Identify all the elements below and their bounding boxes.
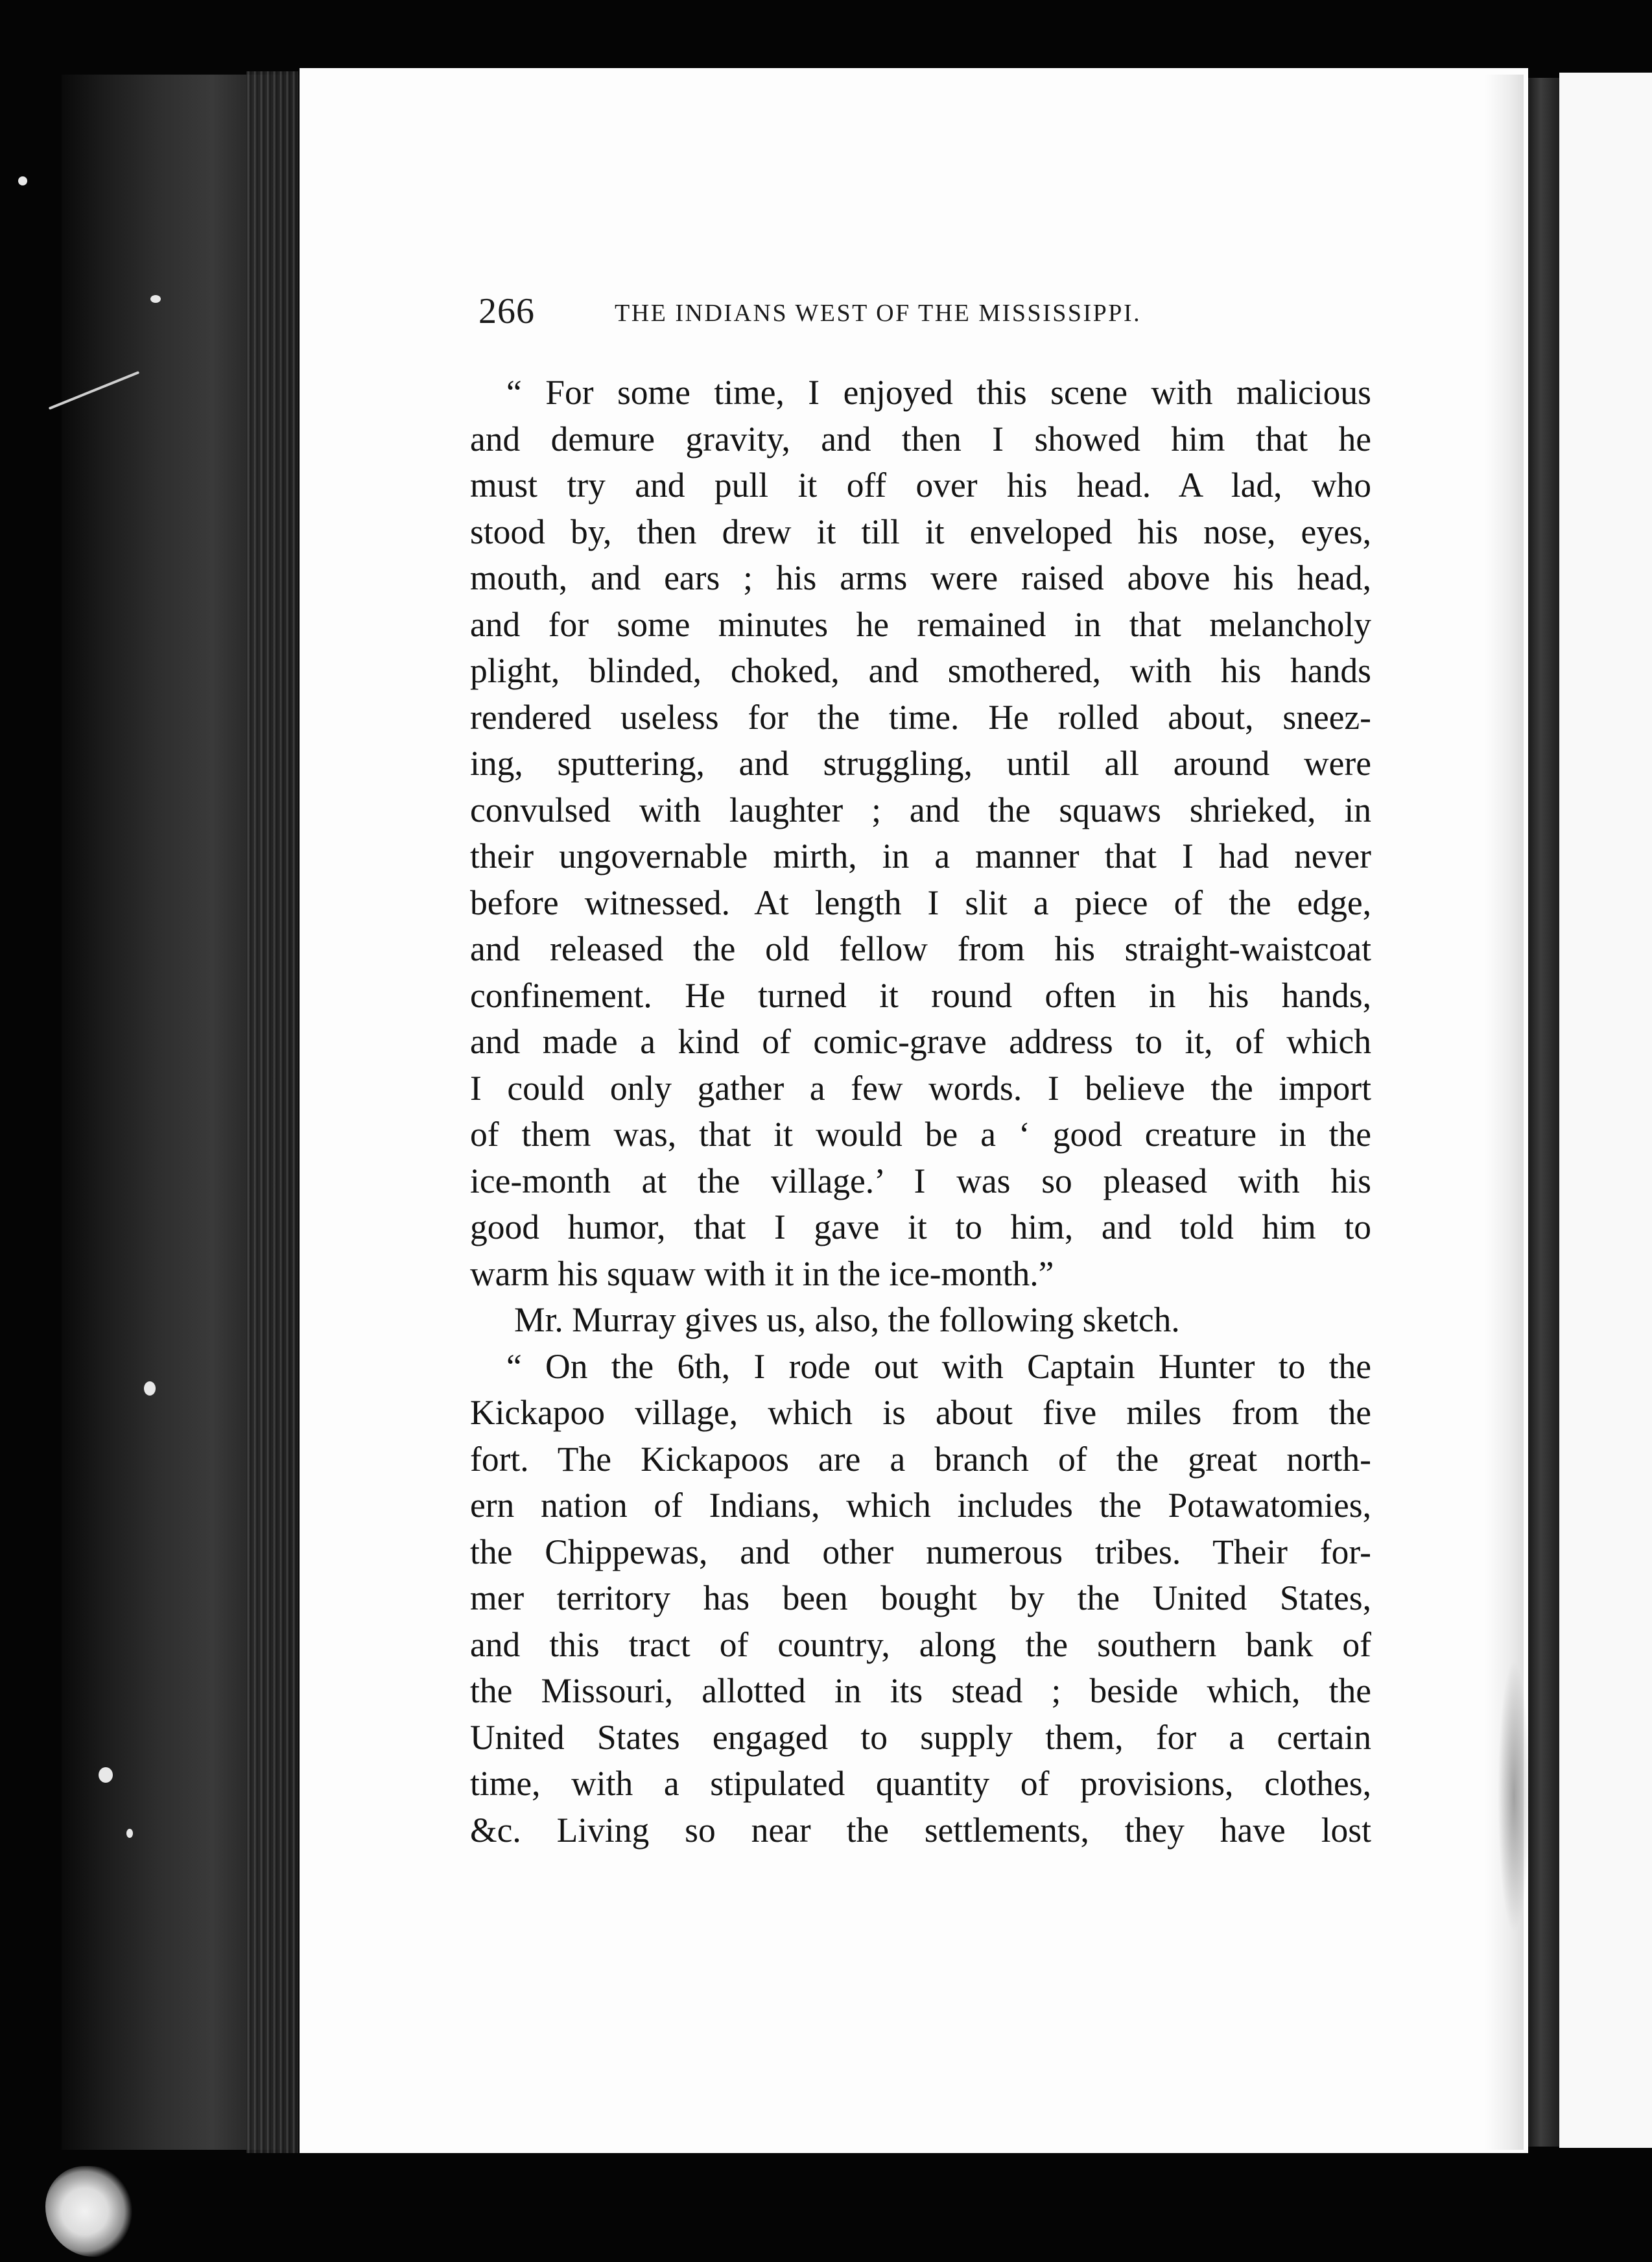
facing-page-edge [1559,73,1652,2148]
scan-blot [45,2166,133,2257]
text-line: “ On the 6th, I rode out with Captain Hunter to the [506,1346,1371,1386]
text-line: must try and pull it off over his head. A lad, who [470,466,1371,505]
text-line: of them was, that it would be a ‘ good creature in the [470,1115,1371,1154]
text-line: warm his squaw with it in the ice-month.” [470,1254,1054,1293]
scan-speck [18,176,27,185]
text-line: “ For some time, I enjoyed this scene with malicious [506,373,1371,412]
text-line: Kickapoo village, which is about five miles from the [470,1393,1371,1432]
scan-speck [150,295,161,303]
page-stack-edge [246,71,298,2153]
text-line: &c. Living so near the settlements, they have lost [470,1810,1371,1850]
text-line: ing, sputtering, and struggling, until all around were [470,744,1371,783]
text-line: convulsed with laughter ; and the squaws shrieked, in [470,790,1371,829]
text-line: plight, blinded, choked, and smothered, with his hands [470,651,1371,690]
running-head [478,285,1244,337]
text-line: United States engaged to supply them, for a certain [470,1717,1371,1757]
text-line: mouth, and ears ; his arms were raised above his head, [470,558,1371,597]
text-line: ice-month at the village.’ I was so pleased with his [470,1161,1371,1200]
text-line: the Missouri, allotted in its stead ; beside which, the [470,1671,1371,1710]
text-line: their ungovernable mirth, in a manner that I had never [470,837,1371,875]
text-line: ern nation of Indians, which includes the Potawatomies, [470,1486,1371,1525]
scan-speck [144,1381,156,1396]
text-line: before witnessed. At length I slit a piece of the edge, [470,883,1371,922]
text-line: good humor, that I gave it to him, and told him to [470,1208,1371,1246]
text-line: Mr. Murray gives us, also, the following sketch. [514,1300,1180,1339]
text-line: stood by, then drew it till it enveloped his nose, eyes, [470,512,1371,551]
text-line: confinement. He turned it round often in his hands, [470,975,1371,1015]
book-gutter [1528,78,1559,2147]
text-line: and for some minutes he remained in that melancholy [470,604,1371,644]
text-line: rendered useless for the time. He rolled about, sneez- [470,697,1371,737]
text-line: fort. The Kickapoos are a branch of the great north- [470,1439,1371,1479]
text-line: time, with a stipulated quantity of provisions, clothes, [470,1764,1371,1803]
text-line: and made a kind of comic-grave address to it, of which [470,1022,1371,1061]
scan-speck [126,1829,133,1838]
page-number: 266 [478,291,535,331]
scan-speck [99,1767,113,1783]
text-line: and this tract of country, along the southern bank of [470,1625,1371,1664]
text-line: I could only gather a few words. I believe the import [470,1068,1371,1108]
text-line: mer territory has been bought by the United States, [470,1578,1371,1617]
running-head-title: THE INDIANS WEST OF THE MISSISSIPPI. [615,300,1142,327]
text-line: and demure gravity, and then I showed him that he [470,419,1371,458]
body-text [470,370,1371,1853]
text-line: and released the old fellow from his straight-waistcoat [470,929,1371,968]
text-line: the Chippewas, and other numerous tribes. Their for- [470,1532,1371,1571]
page-stain [1498,1660,1530,1933]
